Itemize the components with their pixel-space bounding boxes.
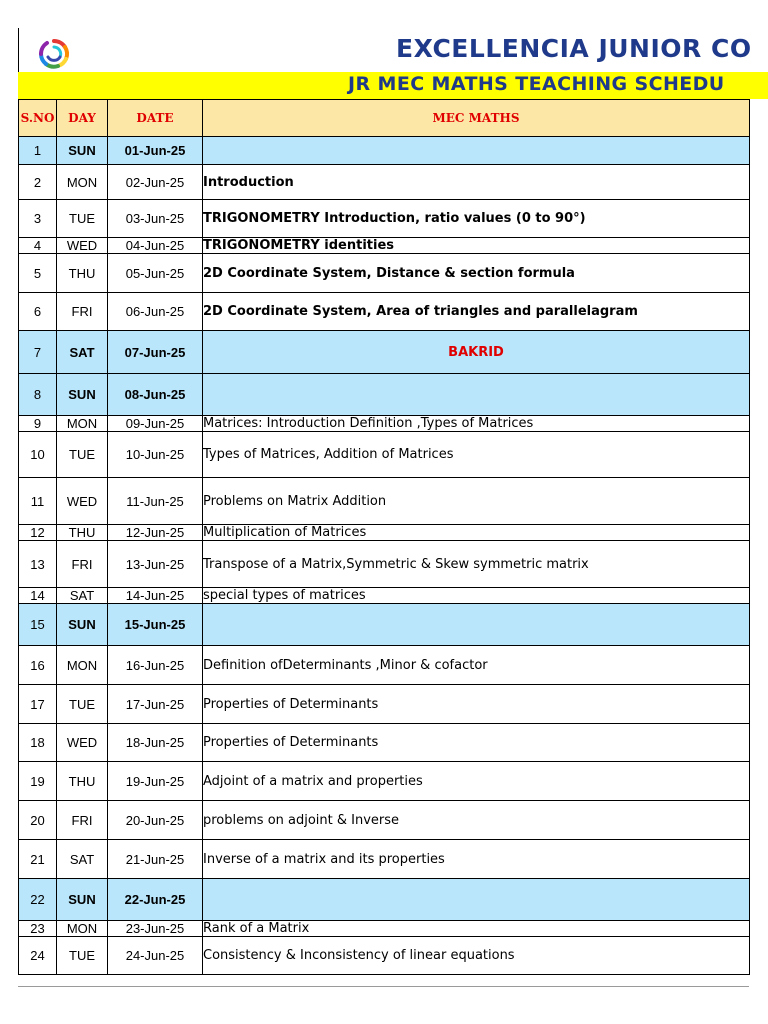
cell-date: 16-Jun-25 (108, 646, 203, 685)
cell-day: SAT (57, 588, 108, 604)
cell-date: 03-Jun-25 (108, 200, 203, 238)
cell-day: TUE (57, 685, 108, 724)
cell-sno: 6 (19, 293, 57, 331)
table-row (19, 724, 750, 762)
cell-holiday: BAKRID (203, 331, 750, 374)
cell-day: FRI (57, 293, 108, 331)
table-row (19, 879, 750, 921)
cell-sno: 14 (19, 588, 57, 604)
cell-day: WED (57, 478, 108, 525)
cell-day: WED (57, 238, 108, 254)
cell-topic (203, 374, 750, 416)
cell-sno: 21 (19, 840, 57, 879)
cell-sno: 18 (19, 724, 57, 762)
cell-sno: 1 (19, 137, 57, 165)
cell-topic: Definition ofDeterminants ,Minor & cofactor (203, 646, 750, 685)
cell-day: THU (57, 525, 108, 541)
cell-topic: Properties of Determinants (203, 724, 750, 762)
cell-topic: Multiplication of Matrices (203, 525, 750, 541)
cell-date: 22-Jun-25 (108, 879, 203, 921)
table-row (19, 604, 750, 646)
cell-date: 08-Jun-25 (108, 374, 203, 416)
cell-day: SUN (57, 879, 108, 921)
cell-date: 23-Jun-25 (108, 921, 203, 937)
column-header-topic: MEC MATHS (203, 100, 750, 137)
cell-date: 10-Jun-25 (108, 432, 203, 478)
cell-topic: Consistency & Inconsistency of linear equations (203, 937, 750, 975)
cell-sno: 16 (19, 646, 57, 685)
cell-day: TUE (57, 937, 108, 975)
cell-topic (203, 137, 750, 165)
cell-date: 01-Jun-25 (108, 137, 203, 165)
swirl-logo-icon (36, 36, 72, 72)
table-row (19, 646, 750, 685)
table-row (19, 254, 750, 293)
cell-date: 05-Jun-25 (108, 254, 203, 293)
cell-topic: Problems on Matrix Addition (203, 478, 750, 525)
cell-day: SUN (57, 374, 108, 416)
cell-date: 13-Jun-25 (108, 541, 203, 588)
cell-day: TUE (57, 432, 108, 478)
cell-sno: 24 (19, 937, 57, 975)
table-row (19, 374, 750, 416)
bottom-rule (18, 986, 749, 987)
schedule-rows (19, 137, 750, 975)
cell-sno: 8 (19, 374, 57, 416)
column-header-day: DAY (57, 100, 108, 137)
cell-topic: Types of Matrices, Addition of Matrices (203, 432, 750, 478)
cell-date: 24-Jun-25 (108, 937, 203, 975)
cell-sno: 12 (19, 525, 57, 541)
cell-topic: Introduction (203, 165, 750, 200)
cell-day: TUE (57, 200, 108, 238)
cell-topic: 2D Coordinate System, Distance & section formula (203, 254, 750, 293)
cell-day: MON (57, 416, 108, 432)
cell-day: SAT (57, 840, 108, 879)
table-row (19, 921, 750, 937)
cell-topic: TRIGONOMETRY identities (203, 238, 750, 254)
cell-sno: 22 (19, 879, 57, 921)
cell-date: 15-Jun-25 (108, 604, 203, 646)
cell-date: 21-Jun-25 (108, 840, 203, 879)
cell-topic: Transpose of a Matrix,Symmetric & Skew symmetric matrix (203, 541, 750, 588)
table-row (19, 840, 750, 879)
cell-day: THU (57, 254, 108, 293)
cell-date: 18-Jun-25 (108, 724, 203, 762)
cell-day: THU (57, 762, 108, 801)
table-row (19, 200, 750, 238)
table-row (19, 478, 750, 525)
cell-date: 17-Jun-25 (108, 685, 203, 724)
cell-date: 09-Jun-25 (108, 416, 203, 432)
cell-sno: 11 (19, 478, 57, 525)
page-subtitle: JR MEC MATHS TEACHING SCHEDU (348, 73, 725, 95)
table-row (19, 525, 750, 541)
cell-day: FRI (57, 801, 108, 840)
cell-day: MON (57, 921, 108, 937)
cell-date: 20-Jun-25 (108, 801, 203, 840)
cell-topic: Rank of a Matrix (203, 921, 750, 937)
subtitle-band (18, 72, 768, 99)
table-row (19, 432, 750, 478)
table-row (19, 238, 750, 254)
cell-date: 02-Jun-25 (108, 165, 203, 200)
table-row (19, 937, 750, 975)
column-header-date: DATE (108, 100, 203, 137)
table-row (19, 137, 750, 165)
cell-date: 19-Jun-25 (108, 762, 203, 801)
cell-day: SUN (57, 604, 108, 646)
cell-sno: 19 (19, 762, 57, 801)
cell-topic: 2D Coordinate System, Area of triangles and parallelagram (203, 293, 750, 331)
cell-date: 06-Jun-25 (108, 293, 203, 331)
cell-day: SUN (57, 137, 108, 165)
cell-sno: 2 (19, 165, 57, 200)
table-row (19, 331, 750, 374)
table-row (19, 541, 750, 588)
table-row (19, 801, 750, 840)
table-header-row (19, 100, 750, 137)
cell-sno: 5 (19, 254, 57, 293)
cell-topic (203, 604, 750, 646)
cell-topic: special types of matrices (203, 588, 750, 604)
cell-day: MON (57, 646, 108, 685)
table-row (19, 685, 750, 724)
cell-topic: Matrices: Introduction Definition ,Types of Matrices (203, 416, 750, 432)
cell-date: 11-Jun-25 (108, 478, 203, 525)
cell-sno: 3 (19, 200, 57, 238)
cell-sno: 4 (19, 238, 57, 254)
cell-sno: 10 (19, 432, 57, 478)
cell-day: WED (57, 724, 108, 762)
cell-topic (203, 879, 750, 921)
cell-day: FRI (57, 541, 108, 588)
cell-day: SAT (57, 331, 108, 374)
cell-topic: TRIGONOMETRY Introduction, ratio values (0 to 90°) (203, 200, 750, 238)
cell-sno: 9 (19, 416, 57, 432)
table-row (19, 762, 750, 801)
cell-sno: 17 (19, 685, 57, 724)
cell-topic: problems on adjoint & Inverse (203, 801, 750, 840)
page-title: EXCELLENCIA JUNIOR CO (396, 34, 752, 63)
cell-date: 12-Jun-25 (108, 525, 203, 541)
cell-topic: Inverse of a matrix and its properties (203, 840, 750, 879)
cell-day: MON (57, 165, 108, 200)
cell-sno: 23 (19, 921, 57, 937)
cell-date: 14-Jun-25 (108, 588, 203, 604)
cell-topic: Properties of Determinants (203, 685, 750, 724)
schedule-table (18, 99, 750, 975)
cell-date: 07-Jun-25 (108, 331, 203, 374)
table-row (19, 416, 750, 432)
table-row (19, 165, 750, 200)
cell-sno: 20 (19, 801, 57, 840)
column-header-sno: S.NO (19, 100, 57, 137)
cell-sno: 7 (19, 331, 57, 374)
cell-sno: 13 (19, 541, 57, 588)
cell-date: 04-Jun-25 (108, 238, 203, 254)
table-row (19, 588, 750, 604)
cell-topic: Adjoint of a matrix and properties (203, 762, 750, 801)
table-row (19, 293, 750, 331)
cell-sno: 15 (19, 604, 57, 646)
